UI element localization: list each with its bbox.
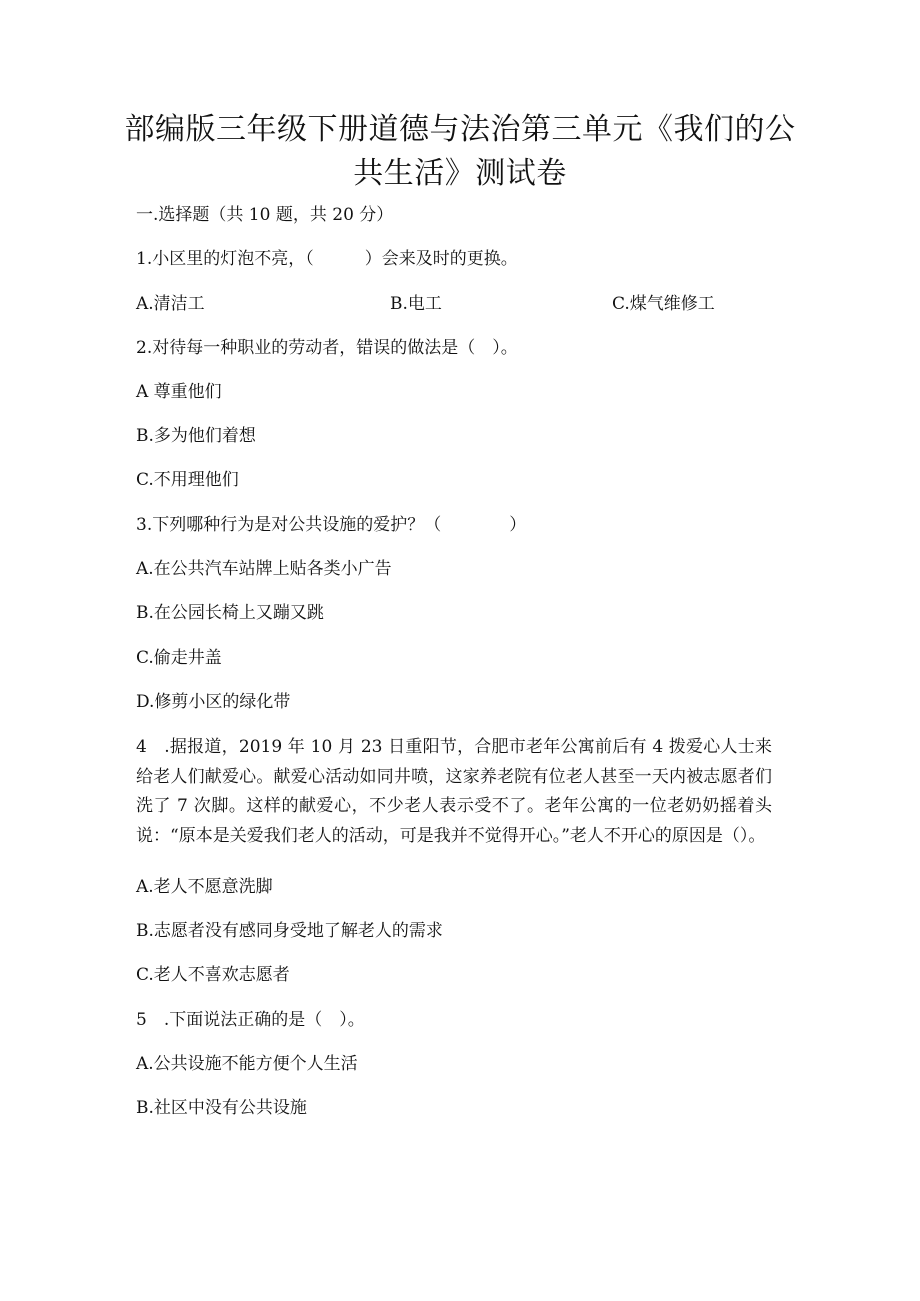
question-4-option-c: C.老人不喜欢志愿者 xyxy=(136,965,290,985)
question-3-option-a: A.在公共汽车站牌上贴各类小广告 xyxy=(136,559,392,579)
question-3-option-c: C.偷走井盖 xyxy=(136,648,222,668)
section-heading: 一.选择题（共 10 题，共 20 分） xyxy=(136,205,394,225)
question-3-option-b: B.在公园长椅上又蹦又跳 xyxy=(136,603,324,623)
question-3-option-d: D.修剪小区的绿化带 xyxy=(136,692,291,712)
question-2-option-a: A 尊重他们 xyxy=(136,382,222,402)
question-5-option-b: B.社区中没有公共设施 xyxy=(136,1098,307,1118)
question-2-option-b: B.多为他们着想 xyxy=(136,426,256,446)
question-5-option-a: A.公共设施不能方便个人生活 xyxy=(136,1054,358,1074)
question-1-stem: 1.小区里的灯泡不亮，（ ）会来及时的更换。 xyxy=(136,249,518,269)
question-2-stem: 2.对待每一种职业的劳动者，错误的做法是（ ）。 xyxy=(136,338,518,358)
question-5-stem: 5 .下面说法正确的是（ ）。 xyxy=(136,1010,365,1030)
question-1-option-a: A.清洁工 xyxy=(136,294,205,314)
question-3-stem: 3.下列哪种行为是对公共设施的爱护？（ ） xyxy=(136,515,527,535)
question-4-stem: 4 .据报道，2019 年 10 月 23 日重阳节，合肥市老年公寓前后有 4 拨爱心人士来给老人们献爱心。献爱心活动如同井喷，这家养老院有位老人甚至一天内被志愿者们洗了 7 次脚。这样的献爱心，不少老人表示受不了。老年公寓的一位老奶奶摇着头说：“原本是关爱我们老人的活动，可是我并不觉得开心。”老人不开心的原因是（）。 xyxy=(136,737,772,846)
question-1-option-c: C.煤气维修工 xyxy=(612,294,715,314)
document-title: 部编版三年级下册道德与法治第三单元《我们的公共生活》测试卷 xyxy=(124,112,796,191)
question-2-option-c: C.不用理他们 xyxy=(136,470,239,490)
question-4-option-b: B.志愿者没有感同身受地了解老人的需求 xyxy=(136,921,443,941)
question-1-option-b: B.电工 xyxy=(390,294,442,314)
question-4-option-a: A.老人不愿意洗脚 xyxy=(136,877,273,897)
